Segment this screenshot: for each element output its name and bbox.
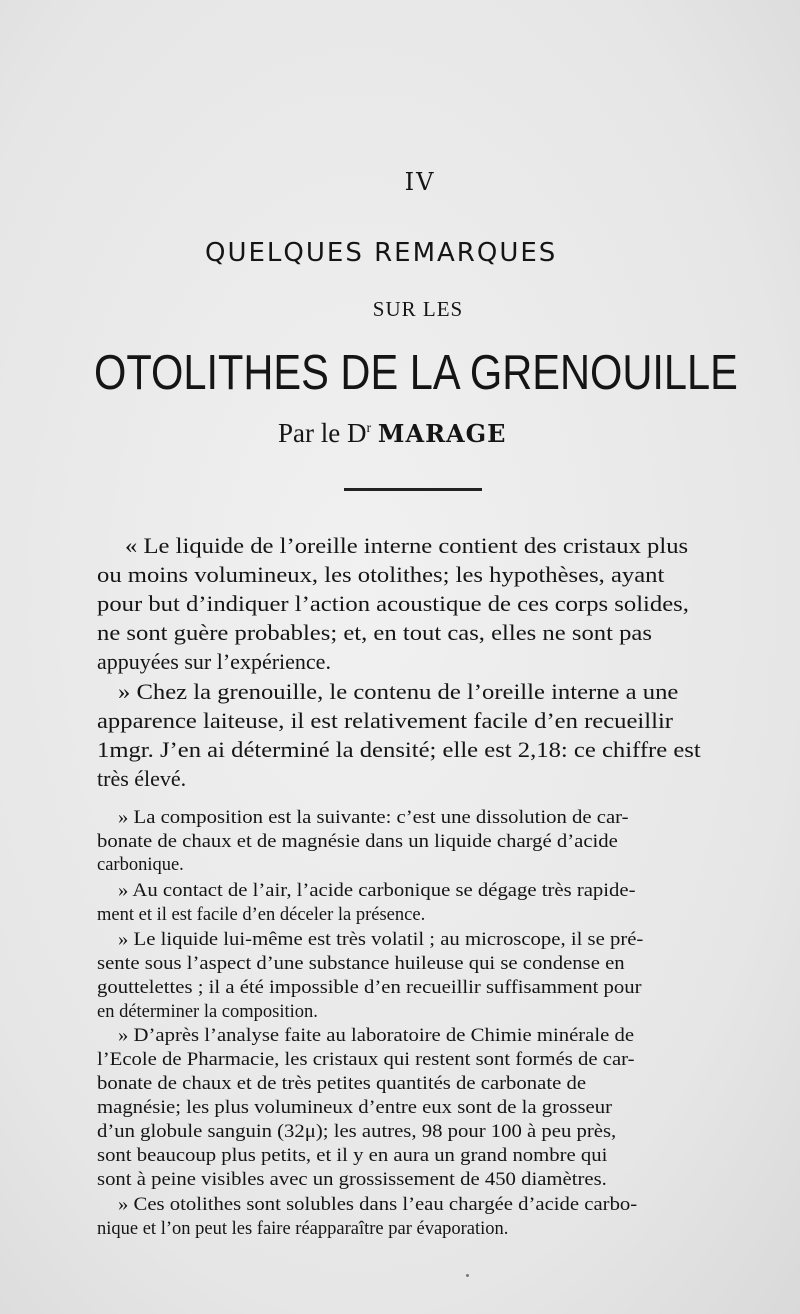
text-line: pour but d’indiquer l’action acoustique de ces corps solides,: [97, 591, 689, 616]
text-line: » La composition est la suivante: c’est une dissolution de car-: [118, 808, 629, 828]
text-line: ou moins volumineux, les otolithes; les hypothèses, ayant: [97, 562, 665, 587]
text-line: « Le liquide de l’oreille interne contient des cristaux plus: [125, 533, 689, 558]
text-line: sont à peine visibles avec un grossissement de 450 diamètres.: [97, 1170, 607, 1190]
text-line: en déterminer la composition.: [97, 1002, 318, 1022]
text-line: appuyées sur l’expérience.: [97, 649, 331, 674]
main-title: OTOLITHES DE LA GRENOUILLE: [94, 346, 738, 400]
page-speck: [466, 1274, 469, 1277]
text-line: nique et l’on peut les faire réapparaître par évaporation.: [97, 1219, 509, 1239]
text-line: très élevé.: [97, 766, 187, 791]
title-sub: SUR LES: [372, 297, 464, 321]
title-divider: [344, 488, 482, 491]
byline-prefix: Par le $D^r$: [278, 418, 372, 448]
text-line: ne sont guère probables; et, en tout cas, elles ne sont pas: [97, 620, 652, 645]
text-line: bonate de chaux et de très petites quantités de carbonate de: [97, 1074, 587, 1094]
text-line: » Le liquide lui-même est très volatil ; au microscope, il se pré-: [118, 930, 644, 950]
author-name: MARAGE: [377, 419, 507, 448]
text-line: gouttelettes ; il a été impossible d’en recueillir suffisamment pour: [97, 978, 642, 998]
text-line: apparence laiteuse, il est relativement facile d’en recueillir: [97, 708, 674, 733]
text-line: sente sous l’aspect d’une substance huileuse qui se condense en: [97, 954, 625, 974]
title-kicker: QUELQUES REMARQUES: [205, 238, 558, 268]
text-line: l’Ecole de Pharmacie, les cristaux qui restent sont formés de car-: [97, 1050, 635, 1070]
text-line: » Ces otolithes sont solubles dans l’eau chargée d’acide carbo-: [118, 1195, 638, 1215]
text-line: bonate de chaux et de magnésie dans un liquide chargé d’acide: [97, 832, 618, 852]
text-line: » Au contact de l’air, l’acide carbonique se dégage très rapide-: [118, 881, 636, 901]
text-line: » Chez la grenouille, le contenu de l’oreille interne a une: [118, 679, 679, 704]
text-line: carbonique.: [97, 855, 184, 875]
text-line: magnésie; les plus volumineux d’entre eux sont de la grosseur: [97, 1098, 613, 1118]
text-line: 1mgr. J’en ai déterminé la densité; elle est 2,18: ce chiffre est: [97, 737, 701, 762]
text-line: ment et il est facile d’en déceler la présence.: [97, 905, 426, 925]
byline: [278, 418, 506, 449]
text-line: sont beaucoup plus petits, et il y en aura un grand nombre qui: [97, 1146, 608, 1166]
text-line: » D’après l’analyse faite au laboratoire de Chimie minérale de: [118, 1026, 635, 1046]
text-line: d’un globule sanguin (32μ); les autres, 98 pour 100 à peu près,: [97, 1122, 617, 1142]
chapter-numeral: IV: [404, 168, 436, 196]
